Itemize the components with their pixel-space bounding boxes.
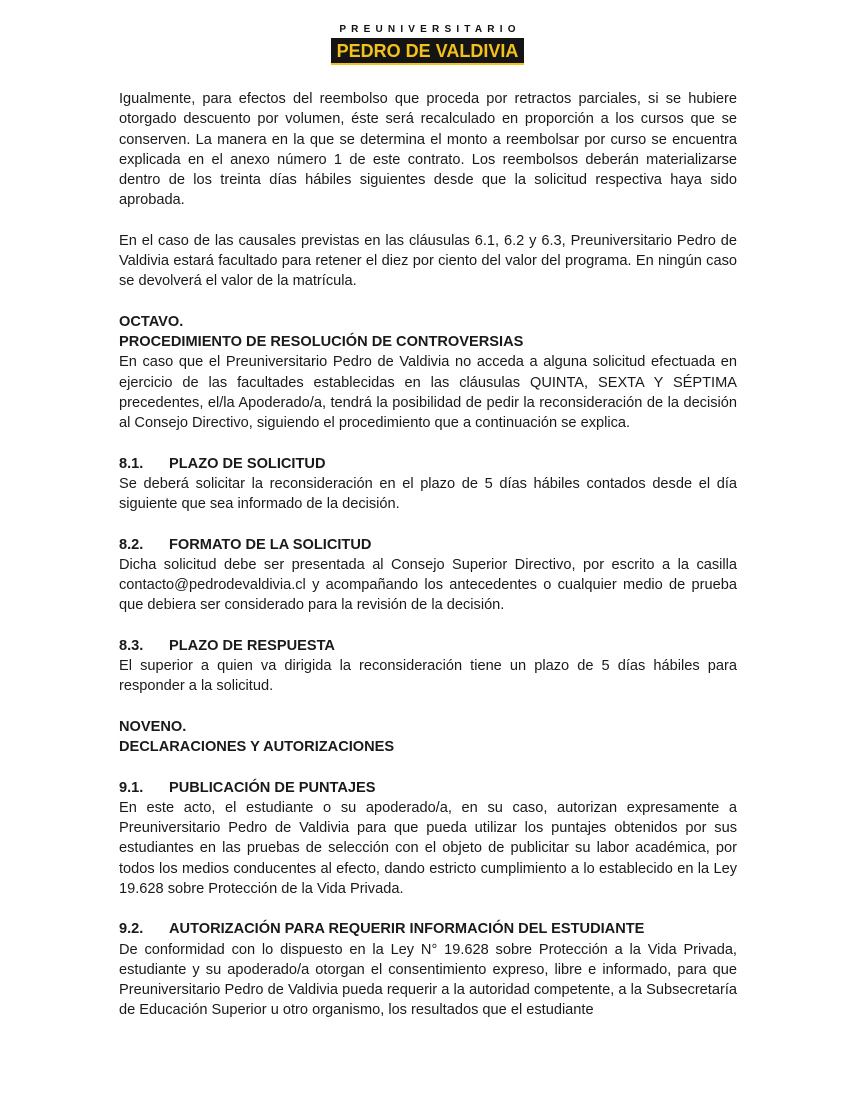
subsection-title: PLAZO DE SOLICITUD bbox=[169, 455, 326, 472]
subsection-heading-8-3 bbox=[119, 636, 737, 656]
section-title-noveno: DECLARACIONES Y AUTORIZACIONES bbox=[119, 739, 395, 755]
subsection-heading-8-2 bbox=[119, 535, 737, 555]
paragraph-8-3: El superior a quien va dirigida la reconsideración tiene un plazo de 5 días hábiles para responder a la solicitud. bbox=[119, 658, 737, 695]
paragraph-8-1: Se deberá solicitar la reconsideración en el plazo de 5 días hábiles contados desde el día siguiente que sea informado de la decisión. bbox=[119, 475, 737, 512]
paragraph-9-2: De conformidad con lo dispuesto en la Ley N° 19.628 sobre Protección a la Vida Privada, estudiante y su apoderado/a otorgan el consentimiento expreso, libre e informado, para que Preuniversitario Pedro de Valdivia pueda requerir a la autoridad competente, a la Subsecretaría de Educación Superior u otro organismo, los resultados que el estudiante bbox=[119, 941, 737, 1019]
logo bbox=[0, 24, 855, 65]
section-title-octavo: PROCEDIMIENTO DE RESOLUCIÓN DE CONTROVERSIAS bbox=[119, 334, 524, 350]
document-body bbox=[119, 89, 737, 1021]
subsection-number: 9.1. bbox=[119, 779, 144, 796]
subsection-number: 8.1. bbox=[119, 455, 144, 472]
paragraph-octavo-intro: En caso que el Preuniversitario Pedro de Valdivia no acceda a alguna solicitud efectuada en ejercicio de las facultades establecidas en las cláusulas QUINTA, SEXTA Y SÉPTIMA precedentes, el/la Apoderado/a, tendrá la posibilidad de pedir la reconsideración de la decisión al Consejo Directivo, siguiendo el procedimiento que a continuación se explica. bbox=[119, 354, 737, 431]
subsection-number: 9.2. bbox=[119, 921, 144, 938]
subsection-number: 8.3. bbox=[119, 637, 144, 654]
subsection-title: AUTORIZACIÓN PARA REQUERIR INFORMACIÓN DEL ESTUDIANTE bbox=[169, 921, 645, 938]
subsection-title: PUBLICACIÓN DE PUNTAJES bbox=[169, 779, 376, 796]
paragraph-reembolso: Igualmente, para efectos del reembolso que proceda por retractos parciales, si se hubiere otorgado descuento por volumen, éste será recalculado en proporción a los cursos que se conserven. La manera en la que se determina el monto a reembolsar por curso se encuentra explicada en el anexo número 1 de este contrato. Los reembolsos deberán materializarse dentro de los treinta días hábiles siguientes desde que la solicitud respectiva haya sido aprobada. bbox=[119, 91, 737, 209]
paragraph-8-2: Dicha solicitud debe ser presentada al Consejo Superior Directivo, por escrito a la casilla contacto@pedrodevaldivia.cl y acompañando los antecedentes o cualquier medio de prueba que debiera ser considerado para la revisión de la decisión. bbox=[119, 556, 737, 614]
subsection-heading-9-2 bbox=[119, 919, 737, 939]
section-label-octavo: OCTAVO. bbox=[119, 313, 184, 330]
section-label-noveno: NOVENO. bbox=[119, 718, 187, 735]
paragraph-causales: En el caso de las causales previstas en las cláusulas 6.1, 6.2 y 6.3, Preuniversitario Pedro de Valdivia estará facultado para retener el diez por ciento del valor del programa. En ningún caso se devolverá el valor de la matrícula. bbox=[119, 232, 737, 290]
subsection-heading-8-1 bbox=[119, 454, 737, 474]
subsection-title: PLAZO DE RESPUESTA bbox=[169, 637, 335, 654]
logo-main-text: PEDRO DE VALDIVIA bbox=[331, 38, 525, 65]
paragraph-9-1: En este acto, el estudiante o su apoderado/a, en su caso, autorizan expresamente a Preuniversitario Pedro de Valdivia para que pueda utilizar los puntajes obtenidos por sus estudiantes en las pruebas de selección con el objeto de publicitar su labor académica, por todos los medios conducentes al efecto, dando estricto cumplimiento a lo establecido en la Ley 19.628 sobre Protección de la Vida Privada. bbox=[119, 799, 737, 897]
logo-top-text: PREUNIVERSITARIO bbox=[339, 24, 521, 35]
subsection-number: 8.2. bbox=[119, 536, 144, 553]
subsection-title: FORMATO DE LA SOLICITUD bbox=[169, 536, 372, 553]
subsection-heading-9-1 bbox=[119, 778, 737, 798]
